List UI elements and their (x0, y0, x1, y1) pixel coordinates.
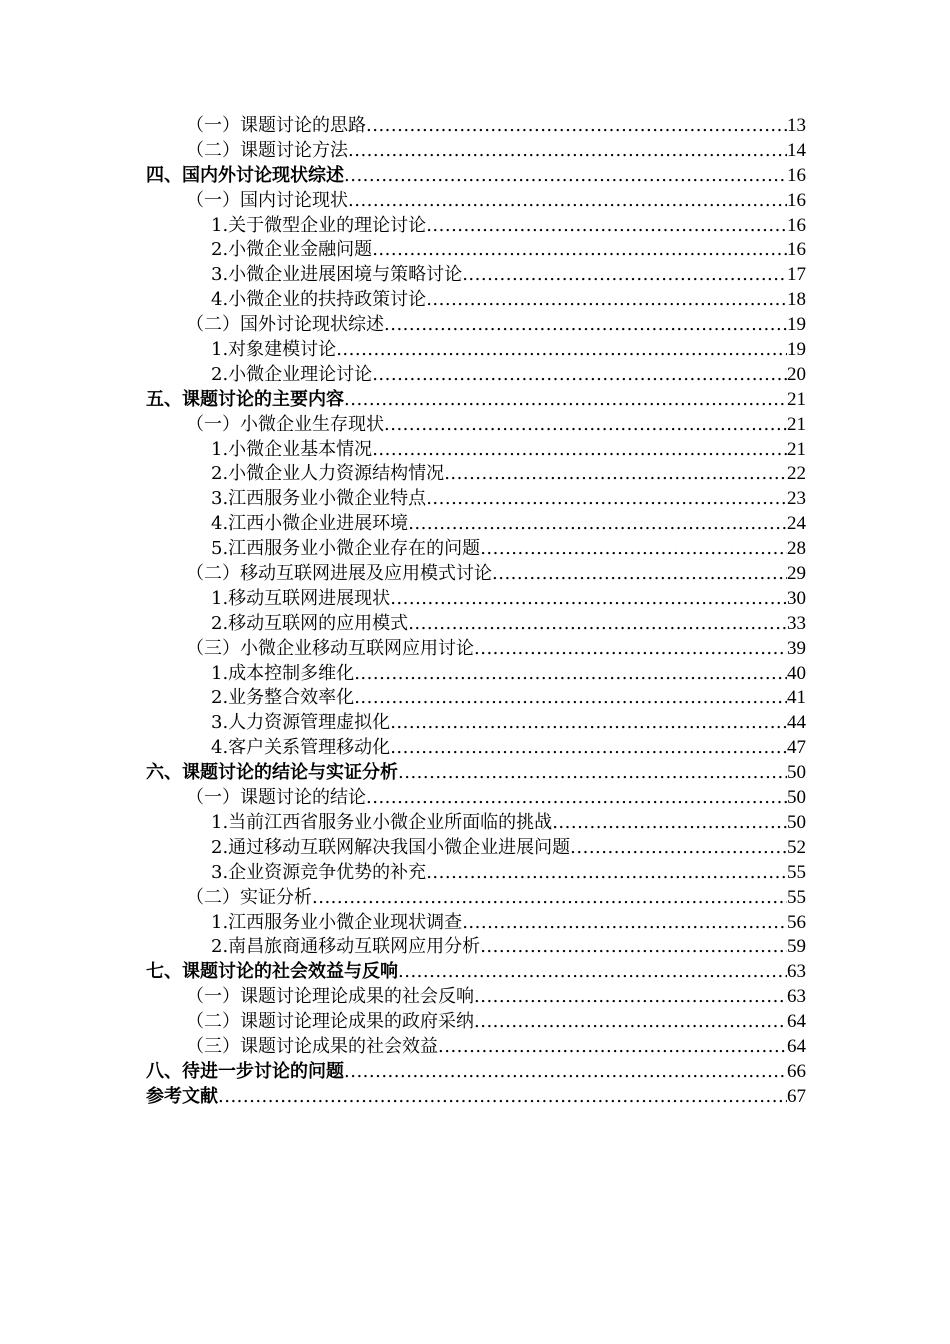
toc-entry[interactable] (146, 587, 806, 612)
toc-leader-dots (492, 562, 787, 587)
toc-entry-title: 1.当前江西省服务业小微企业所面临的挑战 (211, 811, 553, 833)
toc-entry-title: 4.小微企业的扶持政策讨论 (211, 289, 427, 311)
toc-entry[interactable] (146, 811, 806, 836)
toc-entry-page: 14 (787, 139, 806, 161)
table-of-contents (146, 114, 806, 1110)
toc-entry[interactable] (146, 487, 806, 512)
toc-leader-dots (426, 487, 787, 512)
toc-entry-page: 55 (787, 886, 806, 908)
toc-entry-title: （一）课题讨论的思路 (186, 115, 366, 136)
toc-leader-dots (348, 189, 787, 214)
toc-entry-title: （三）课题讨论成果的社会效益 (186, 1035, 438, 1057)
toc-entry[interactable] (146, 238, 806, 263)
toc-entry-page: 19 (787, 339, 806, 361)
toc-leader-dots (444, 462, 787, 487)
toc-entry-title: 1.江西服务业小微企业现状调查 (211, 911, 463, 933)
toc-entry-page: 50 (787, 762, 806, 784)
toc-leader-dots (344, 1060, 787, 1085)
toc-entry-page: 64 (787, 1011, 806, 1033)
toc-entry-title: （一）课题讨论理论成果的社会反响 (186, 986, 474, 1008)
toc-entry-page: 33 (787, 612, 806, 634)
toc-entry-page: 55 (787, 861, 806, 883)
toc-entry[interactable] (146, 413, 806, 438)
toc-entry[interactable] (146, 935, 806, 960)
toc-entry-page: 47 (787, 737, 806, 759)
toc-leader-dots (462, 911, 787, 936)
toc-entry-page: 16 (787, 164, 806, 186)
toc-entry[interactable] (146, 836, 806, 861)
toc-leader-dots (354, 662, 787, 687)
toc-entry-page: 67 (787, 1085, 806, 1107)
toc-entry-title: 3.人力资源管理虚拟化 (211, 712, 391, 734)
toc-entry-page: 39 (787, 637, 806, 659)
toc-entry[interactable] (146, 562, 806, 587)
toc-entry[interactable] (146, 313, 806, 338)
toc-leader-dots (438, 1035, 787, 1060)
toc-entry-page: 28 (787, 538, 806, 560)
toc-leader-dots (570, 836, 787, 861)
toc-entry-title: 四、国内外讨论现状综述 (146, 164, 344, 186)
toc-entry-page: 22 (787, 463, 806, 485)
toc-entry-title: 4.客户关系管理移动化 (211, 737, 391, 759)
toc-entry[interactable] (146, 711, 806, 736)
toc-entry-title: 2.南昌旅商通移动互联网应用分析 (211, 936, 481, 958)
toc-entry-page: 56 (787, 911, 806, 933)
toc-entry-page: 52 (787, 836, 806, 858)
toc-entry[interactable] (146, 637, 806, 662)
toc-leader-dots (348, 139, 787, 164)
toc-chapter-entry[interactable] (146, 388, 806, 413)
toc-chapter-entry[interactable] (146, 164, 806, 189)
toc-entry[interactable] (146, 911, 806, 936)
toc-entry-page: 50 (787, 787, 806, 809)
toc-leader-dots (390, 736, 787, 761)
toc-entry[interactable] (146, 338, 806, 363)
toc-entry-title: 5.江西服务业小微企业存在的问题 (211, 538, 481, 560)
toc-entry-page: 50 (787, 811, 806, 833)
toc-entry-title: 3.企业资源竞争优势的补充 (211, 861, 427, 883)
toc-leader-dots (474, 985, 787, 1010)
toc-entry-page: 21 (787, 438, 806, 460)
toc-entry-page: 41 (787, 687, 806, 709)
toc-entry-page: 29 (787, 563, 806, 585)
toc-entry-title: 1.移动互联网进展现状 (211, 587, 391, 609)
toc-entry-title: （三）小微企业移动互联网应用讨论 (186, 637, 474, 659)
toc-leader-dots (336, 338, 787, 363)
toc-entry[interactable] (146, 612, 806, 637)
toc-leader-dots (552, 811, 787, 836)
toc-leader-dots (384, 413, 787, 438)
toc-entry[interactable] (146, 462, 806, 487)
toc-leader-dots (426, 861, 787, 886)
toc-leader-dots (384, 313, 787, 338)
toc-entry[interactable] (146, 786, 806, 811)
toc-leader-dots (372, 438, 787, 463)
toc-entry[interactable] (146, 214, 806, 239)
toc-leader-dots (398, 761, 787, 786)
toc-entry-title: （二）移动互联网进展及应用模式讨论 (186, 563, 492, 585)
toc-entry[interactable] (146, 1035, 806, 1060)
toc-entry-page: 63 (787, 986, 806, 1008)
toc-entry-title: （二）国外讨论现状综述 (186, 314, 384, 336)
toc-entry-title: 1.小微企业基本情况 (211, 438, 373, 460)
toc-leader-dots (354, 686, 787, 711)
toc-entry[interactable] (146, 985, 806, 1010)
toc-entry-title: 2.通过移动互联网解决我国小微企业进展问题 (211, 836, 571, 858)
toc-entry-page: 20 (787, 363, 806, 385)
toc-entry-title: 七、课题讨论的社会效益与反响 (146, 961, 398, 983)
toc-entry-page: 18 (787, 289, 806, 311)
toc-entry-title: 2.小微企业人力资源结构情况 (211, 463, 445, 485)
toc-entry-title: （二）课题讨论方法 (186, 139, 348, 161)
toc-entry[interactable] (146, 438, 806, 463)
toc-leader-dots (426, 214, 787, 239)
toc-entry[interactable] (146, 686, 806, 711)
toc-entry[interactable] (146, 1010, 806, 1035)
toc-leader-dots (372, 363, 787, 388)
toc-leader-dots (390, 587, 787, 612)
toc-entry-page: 23 (787, 488, 806, 510)
toc-entry-page: 30 (787, 587, 806, 609)
toc-chapter-entry[interactable] (146, 1060, 806, 1085)
toc-leader-dots (344, 164, 787, 189)
toc-chapter-entry[interactable] (146, 761, 806, 786)
toc-entry-title: 1.对象建模讨论 (211, 339, 337, 361)
toc-leader-dots (462, 263, 787, 288)
toc-entry-title: 3.江西服务业小微企业特点 (211, 488, 427, 510)
toc-entry-title: 2.业务整合效率化 (211, 687, 355, 709)
toc-leader-dots (480, 935, 787, 960)
toc-entry-title: 五、课题讨论的主要内容 (146, 388, 344, 410)
toc-entry-title: （一）小微企业生存现状 (186, 413, 384, 435)
toc-entry[interactable] (146, 512, 806, 537)
toc-entry-page: 66 (787, 1060, 806, 1082)
toc-entry[interactable] (146, 537, 806, 562)
toc-chapter-entry[interactable] (146, 960, 806, 985)
toc-entry-title: 2.小微企业理论讨论 (211, 363, 373, 385)
toc-entry-page: 21 (787, 388, 806, 410)
toc-entry-title: 3.小微企业进展困境与策略讨论 (211, 264, 463, 286)
toc-entry-page: 13 (787, 115, 806, 136)
toc-entry-page: 21 (787, 413, 806, 435)
toc-entry[interactable] (146, 363, 806, 388)
toc-leader-dots (480, 537, 787, 562)
toc-leader-dots (366, 114, 787, 139)
toc-entry[interactable] (146, 189, 806, 214)
toc-entry[interactable] (146, 139, 806, 164)
toc-leader-dots (344, 388, 787, 413)
toc-entry-page: 63 (787, 961, 806, 983)
toc-entry-title: 1.成本控制多维化 (211, 662, 355, 684)
toc-chapter-entry[interactable] (146, 1085, 806, 1110)
toc-leader-dots (408, 512, 787, 537)
toc-entry-page: 64 (787, 1035, 806, 1057)
toc-entry-title: （一）课题讨论的结论 (186, 787, 366, 809)
toc-entry-title: （二）课题讨论理论成果的政府采纳 (186, 1011, 474, 1033)
toc-leader-dots (312, 886, 787, 911)
toc-leader-dots (390, 711, 787, 736)
toc-leader-dots (474, 1010, 787, 1035)
toc-entry-title: 2.移动互联网的应用模式 (211, 612, 409, 634)
toc-entry-page: 16 (787, 214, 806, 236)
toc-entry-page: 17 (787, 264, 806, 286)
toc-entry-title: 参考文献 (146, 1085, 218, 1107)
toc-leader-dots (474, 637, 787, 662)
toc-entry-title: 4.江西小微企业进展环境 (211, 513, 409, 535)
toc-entry-page: 44 (787, 712, 806, 734)
toc-entry-page: 40 (787, 662, 806, 684)
toc-entry[interactable] (146, 114, 806, 139)
toc-entry-title: 六、课题讨论的结论与实证分析 (146, 762, 398, 784)
toc-entry[interactable] (146, 288, 806, 313)
toc-entry[interactable] (146, 662, 806, 687)
toc-entry[interactable] (146, 263, 806, 288)
toc-leader-dots (218, 1085, 787, 1110)
toc-entry-title: （二）实证分析 (186, 886, 312, 908)
toc-entry-page: 16 (787, 239, 806, 261)
toc-entry-page: 24 (787, 513, 806, 535)
toc-entry-title: 2.小微企业金融问题 (211, 239, 373, 261)
toc-leader-dots (372, 238, 787, 263)
toc-entry-title: 八、待进一步讨论的问题 (146, 1060, 344, 1082)
toc-entry-title: （一）国内讨论现状 (186, 189, 348, 211)
toc-entry[interactable] (146, 886, 806, 911)
toc-entry-page: 19 (787, 314, 806, 336)
toc-entry[interactable] (146, 861, 806, 886)
toc-entry-page: 59 (787, 936, 806, 958)
toc-leader-dots (398, 960, 787, 985)
toc-entry[interactable] (146, 736, 806, 761)
toc-entry-title: 1.关于微型企业的理论讨论 (211, 214, 427, 236)
toc-leader-dots (408, 612, 787, 637)
toc-entry-page: 16 (787, 189, 806, 211)
toc-leader-dots (366, 786, 787, 811)
toc-leader-dots (426, 288, 787, 313)
